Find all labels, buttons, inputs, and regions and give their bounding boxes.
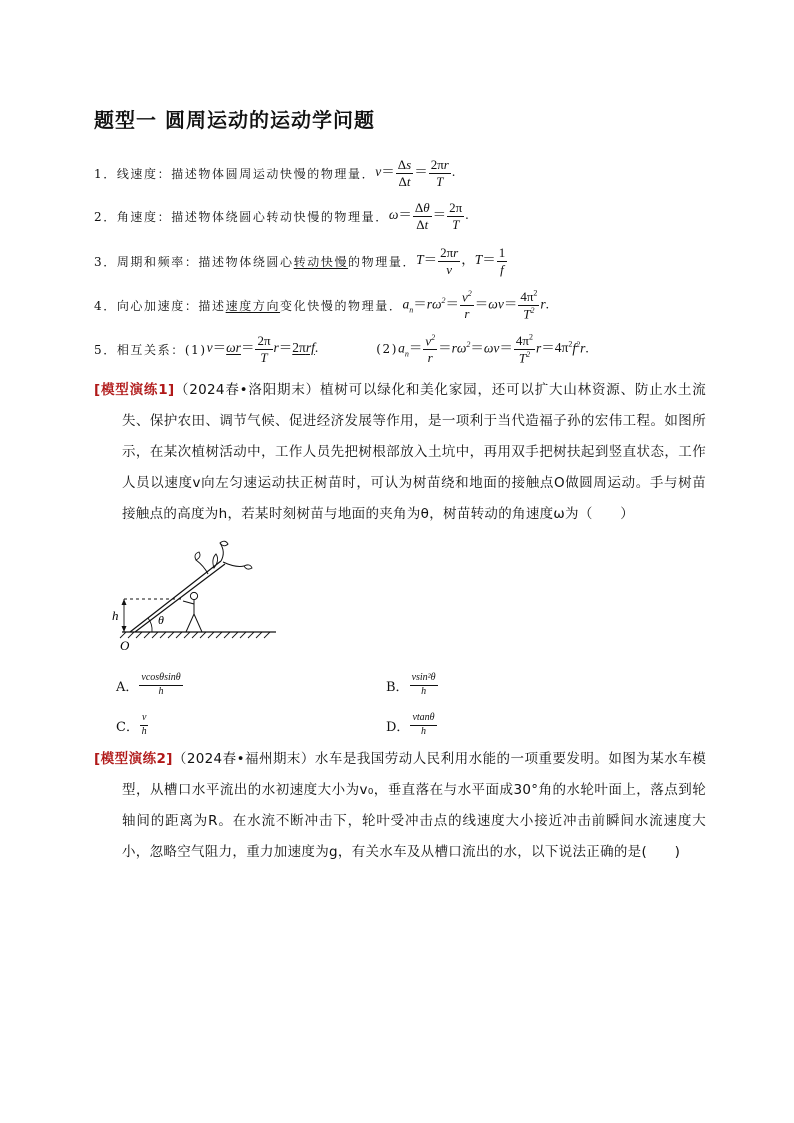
label-theta: θ xyxy=(158,613,164,627)
formula-period: T＝ $\frac{2\pi r}{v}$ ，T＝ $\frac{1}{f}$ xyxy=(416,244,506,277)
option-denominator: h xyxy=(421,725,426,737)
definition-centripetal-accel xyxy=(94,285,549,325)
definition-label: 4．向心加速度：描述 xyxy=(94,298,226,313)
definition-line-speed xyxy=(94,153,455,193)
definition-label-2: (2) xyxy=(376,342,399,356)
definition-underlined: 速度方向 xyxy=(225,298,281,313)
formula-centripetal: $a_n=r\omega^2=$ $\frac{v^2}{r}$ ＝ωv＝ $\frac{4\pi^2}{T^2}$ r. xyxy=(402,288,550,321)
definition-label: 3．周期和频率：描述物体绕圆心 xyxy=(94,254,294,269)
definition-period-frequency xyxy=(94,241,508,281)
label-o: O xyxy=(120,638,130,653)
question-1 xyxy=(94,375,706,530)
option-denominator: h xyxy=(141,725,147,737)
formula-relation-2: $a_n=$ $\frac{v^2}{r}$ $=r\omega^2=\omega v=$ $\frac{4\pi^2}{T^2}$ $r=4\pi^2f^2r$. xyxy=(398,332,589,365)
definition-label-end: 的物理量． xyxy=(348,254,417,269)
option-numerator: vcosθsinθ xyxy=(139,673,182,686)
option-denominator: h xyxy=(158,685,164,697)
label-h: h xyxy=(112,608,119,623)
question-text: 水车是我国劳动人民利用水能的一项重要发明。如图为某水车模型，从槽口水平流出的水初速度大小为v₀，垂直落在与水平面成30°角的水轮叶面上，落点到轮轴间的距离为R。在水流不断冲击下，轮叶受冲击点的线速度大小接近冲击前瞬间水流速度大小，忽略空气阻力，重力加速度为g，有关水车及从槽口流出的水，以下说法正确的是( ) xyxy=(122,751,707,860)
option-denominator: h xyxy=(421,685,427,697)
option-d[interactable] xyxy=(386,706,438,744)
option-c[interactable] xyxy=(116,706,149,744)
formula-relation-1: v＝ωr＝ $\frac{2\pi}{T}$ r＝2πrf. xyxy=(206,332,319,365)
definition-angular-speed xyxy=(94,196,469,236)
question-text: 植树可以绿化和美化家园，还可以扩大山林资源、防止水土流失、保护农田、调节气候、促进经济发展等作用，是一项利于当代造福子孙的宏伟工程。如图所示，在某次植树活动中，工作人员先把树根部放入土坑中，再用双手把树扶起到竖直状态，工作人员以速度v向左匀速运动扶正树苗时，可认为树苗绕和地面的接触点O做圆周运动。手与树苗接触点的高度为h，若某时刻树苗与地面的夹角为θ，树苗转动的角速度ω为（ ） xyxy=(122,382,706,522)
definition-label: 2．角速度：描述物体绕圆心转动快慢的物理量． xyxy=(94,209,389,224)
definition-label-end: 变化快慢的物理量． xyxy=(280,298,403,313)
option-letter: A． xyxy=(116,679,139,695)
formula-linear-velocity: v＝ $\frac{\Delta s}{\Delta t}$ ＝ $\frac{2\pi r}{T}$ . xyxy=(375,156,456,189)
section-title: 题型一 圆周运动的运动学问题 xyxy=(94,108,375,132)
option-letter: C． xyxy=(116,719,139,735)
question-2 xyxy=(94,744,706,868)
formula-angular-velocity: ω＝ $\frac{\Delta\theta}{\Delta t}$ ＝ $\frac{2\pi}{T}$ . xyxy=(388,199,469,232)
tree-planting-figure xyxy=(108,538,288,654)
question-tag: [模型演练1] xyxy=(94,382,175,398)
question-source: （2024春•福州期末） xyxy=(172,751,315,767)
option-a[interactable] xyxy=(116,666,184,704)
definition-label: 5．相互关系：(1) xyxy=(94,342,207,357)
definition-label: 1．线速度：描述物体圆周运动快慢的物理量． xyxy=(94,166,376,181)
option-letter: B． xyxy=(386,679,409,695)
option-letter: D． xyxy=(386,719,410,735)
option-numerator: v xyxy=(140,713,148,726)
option-b[interactable] xyxy=(386,666,439,704)
option-numerator: vsin²θ xyxy=(410,673,438,686)
question-source: （2024春•洛阳期末） xyxy=(174,382,320,398)
definition-underlined: 转动快慢 xyxy=(293,254,349,269)
option-numerator: vtanθ xyxy=(410,713,436,726)
definition-relations xyxy=(94,329,589,369)
question-tag: [模型演练2] xyxy=(94,751,173,767)
